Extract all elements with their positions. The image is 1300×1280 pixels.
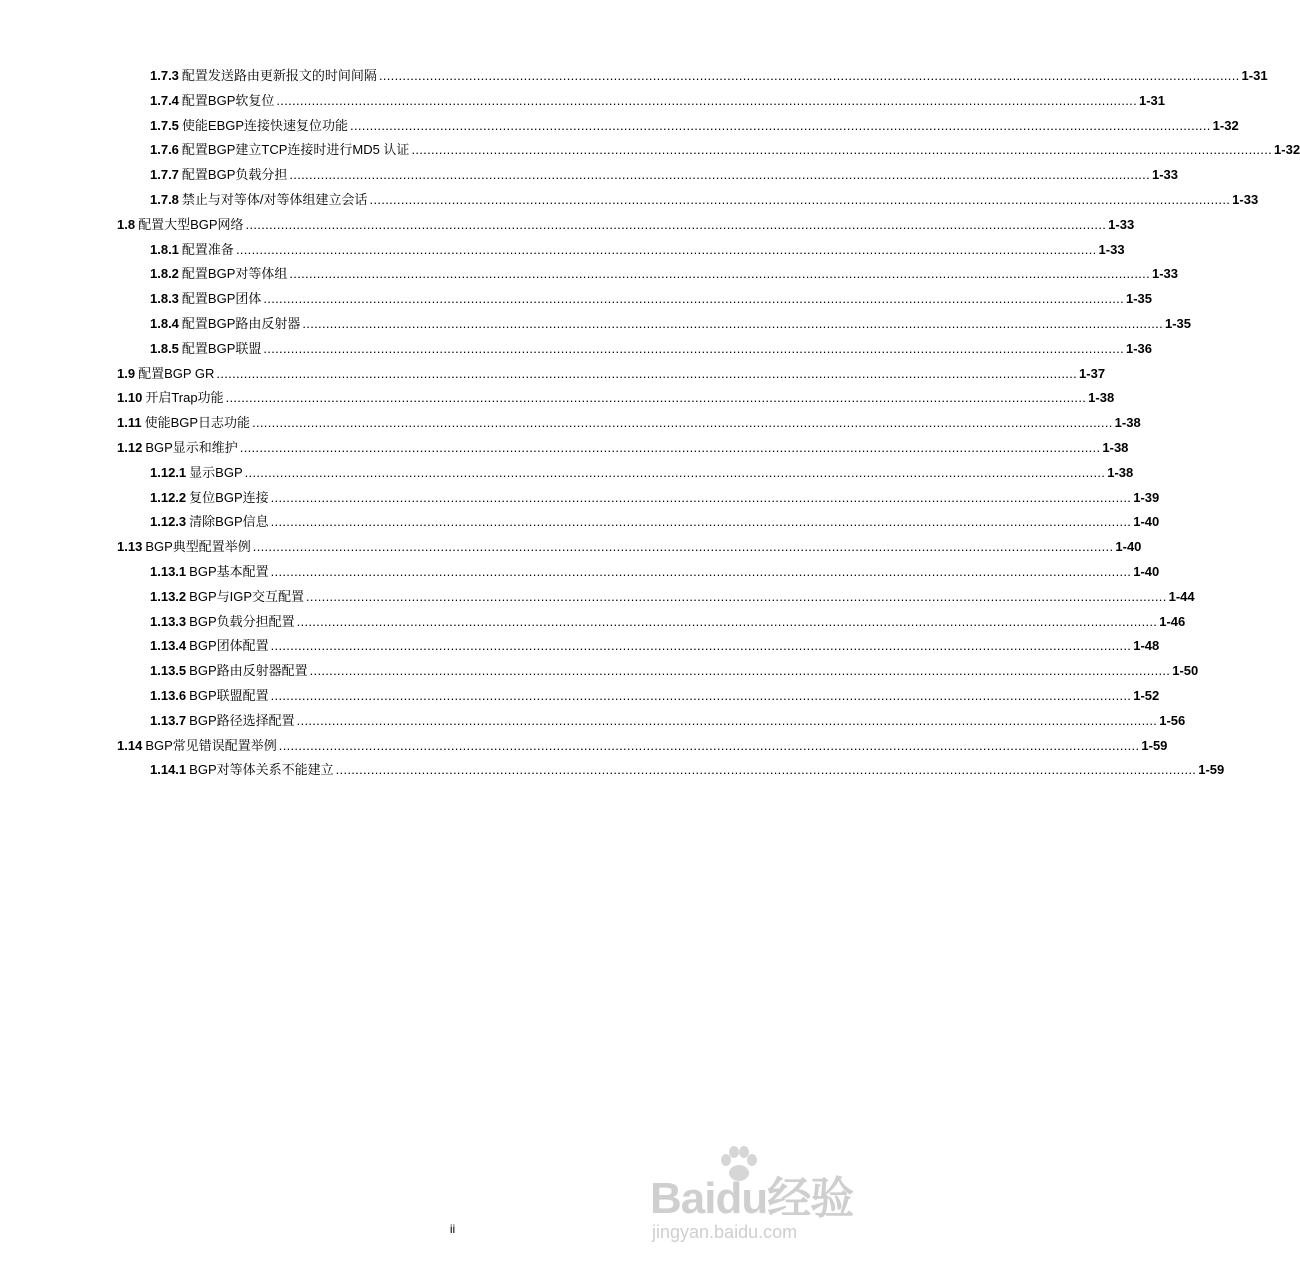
toc-entry-page: 1-32 xyxy=(1274,142,1300,158)
toc-entry-text: 配置BGP GR xyxy=(138,365,215,381)
toc-entry-page: 1-40 xyxy=(1133,514,1160,530)
toc-leader-dots: ............................................................................................................................................................................................................................ xyxy=(252,415,1113,431)
toc-entry-page: 1-48 xyxy=(1133,638,1160,654)
toc-entry-title xyxy=(150,660,308,679)
toc-entry-page: 1-50 xyxy=(1172,663,1199,679)
toc-entry-title xyxy=(117,412,250,431)
toc-entry-title xyxy=(150,710,295,729)
toc-entry-number: 1.10 xyxy=(117,390,143,406)
toc-leader-dots: ............................................................................................................................................................................................................................ xyxy=(245,216,1107,232)
toc-entry-title xyxy=(150,313,300,332)
toc-entry-title xyxy=(150,462,243,481)
toc-entry-text: 配置BGP对等体组 xyxy=(181,266,288,282)
toc-entry-title xyxy=(117,363,214,382)
toc-entry[interactable] xyxy=(117,387,1115,407)
toc-entry-text: BGP基本配置 xyxy=(189,564,269,579)
toc-entry-text: BGP路径选择配置 xyxy=(189,712,295,728)
toc-entry-number: 1.11 xyxy=(117,415,142,431)
toc-entry-text: 清除BGP信息 xyxy=(189,514,269,530)
toc-entry-number: 1.14.1 xyxy=(150,762,187,778)
toc-entry-title xyxy=(150,115,348,134)
toc-leader-dots: ............................................................................................................................................................................................................................ xyxy=(411,142,1273,158)
toc-leader-dots: ............................................................................................................................................................................................................................ xyxy=(306,588,1167,604)
toc-entry-page: 1-36 xyxy=(1126,340,1153,356)
toc-entry-title xyxy=(150,288,261,307)
toc-entry-page: 1-38 xyxy=(1088,390,1115,406)
toc-entry-title xyxy=(150,586,304,605)
toc-entry[interactable] xyxy=(150,263,1179,283)
toc-entry-title xyxy=(150,635,269,654)
toc-leader-dots: ............................................................................................................................................................................................................................ xyxy=(296,712,1158,728)
toc-entry-page: 1-38 xyxy=(1102,440,1129,455)
toc-leader-dots: ............................................................................................................................................................................................................................ xyxy=(225,390,1087,406)
toc-leader-dots: ............................................................................................................................................................................................................................ xyxy=(216,365,1078,381)
toc-entry-number: 1.8.4 xyxy=(150,316,179,331)
toc-leader-dots: ............................................................................................................................................................................................................................ xyxy=(378,68,1240,83)
toc-entry-page: 1-46 xyxy=(1159,613,1186,629)
toc-entry-title xyxy=(117,437,238,456)
toc-entry-page: 1-52 xyxy=(1133,688,1160,703)
toc-entry[interactable] xyxy=(117,412,1141,432)
toc-leader-dots: ............................................................................................................................................................................................................................ xyxy=(270,564,1132,579)
toc-entry-text: 配置BGP建立TCP连接时进行MD5 认证 xyxy=(181,142,410,158)
toc-entry[interactable] xyxy=(150,561,1160,581)
toc-entry-title xyxy=(150,65,377,84)
toc-entry-text: 复位BGP连接 xyxy=(189,489,269,505)
toc-leader-dots: ............................................................................................................................................................................................................................ xyxy=(235,241,1097,257)
toc-entry-page: 1-33 xyxy=(1152,167,1179,183)
toc-entry-text: 禁止与对等体/对等体组建立会话 xyxy=(181,192,368,207)
toc-entry-title xyxy=(117,536,251,555)
toc-entry[interactable] xyxy=(150,239,1125,259)
toc-entry-page: 1-35 xyxy=(1165,316,1192,331)
toc-entry[interactable] xyxy=(150,710,1186,730)
baidu-watermark xyxy=(640,1140,860,1250)
toc-entry-text: BGP负载分担配置 xyxy=(189,613,295,629)
toc-entry-number: 1.14 xyxy=(117,737,143,753)
toc-entry[interactable] xyxy=(150,511,1160,531)
toc-leader-dots: ............................................................................................................................................................................................................................ xyxy=(239,440,1101,455)
toc-entry-title xyxy=(150,511,269,530)
toc-leader-dots: ............................................................................................................................................................................................................................ xyxy=(296,613,1158,629)
toc-leader-dots: ............................................................................................................................................................................................................................ xyxy=(289,266,1150,282)
toc-entry-title xyxy=(117,387,224,406)
toc-leader-dots: ............................................................................................................................................................................................................................ xyxy=(369,192,1231,207)
toc-entry-page: 1-38 xyxy=(1107,464,1134,480)
toc-entry[interactable] xyxy=(150,586,1195,606)
toc-entry-number: 1.8 xyxy=(117,216,136,232)
toc-entry-title xyxy=(150,685,269,704)
toc-entry-text: 配置准备 xyxy=(181,241,234,257)
toc-entry-title xyxy=(150,263,287,282)
toc-entry-number: 1.13.1 xyxy=(150,564,187,579)
toc-entry-page: 1-37 xyxy=(1079,365,1106,381)
toc-entry-page: 1-39 xyxy=(1133,489,1160,505)
toc-entry-number: 1.13.7 xyxy=(150,712,187,728)
toc-leader-dots: ............................................................................................................................................................................................................................ xyxy=(302,316,1163,331)
toc-entry-text: 配置大型BGP网络 xyxy=(138,216,244,232)
toc-entry-page: 1-35 xyxy=(1126,291,1153,307)
toc-leader-dots: ............................................................................................................................................................................................................................ xyxy=(289,167,1150,183)
toc-entry-page: 1-33 xyxy=(1098,241,1125,257)
toc-entry[interactable] xyxy=(150,65,1268,85)
toc-entry-text: BGP常见错误配置举例 xyxy=(145,737,277,753)
toc-entry-text: 配置BGP软复位 xyxy=(181,92,275,108)
toc-entry-number: 1.9 xyxy=(117,365,136,381)
toc-leader-dots: ............................................................................................................................................................................................................................ xyxy=(252,539,1114,555)
toc-entry-number: 1.7.5 xyxy=(150,117,179,133)
toc-entry[interactable] xyxy=(150,164,1179,184)
toc-entry-title xyxy=(150,239,234,258)
toc-entry[interactable] xyxy=(150,759,1225,779)
watermark-logo: Baidu经验 xyxy=(650,1174,854,1223)
toc-entry[interactable] xyxy=(117,437,1129,457)
toc-leader-dots: ............................................................................................................................................................................................................................ xyxy=(276,92,1137,108)
toc-entry-text: 配置BGP路由反射器 xyxy=(181,316,301,331)
toc-entry-text: BGP显示和维护 xyxy=(145,440,238,455)
toc-entry-text: 配置BGP负载分担 xyxy=(181,167,288,183)
toc-entry-number: 1.13 xyxy=(117,539,143,555)
toc-entry-number: 1.12.3 xyxy=(150,514,187,530)
toc-entry-title xyxy=(150,611,295,630)
toc-entry-text: 开启Trap功能 xyxy=(145,390,224,406)
toc-entry-text: 配置BGP联盟 xyxy=(181,340,262,356)
toc-entry-title xyxy=(150,189,368,208)
toc-entry-number: 1.13.4 xyxy=(150,638,187,654)
toc-leader-dots: ............................................................................................................................................................................................................................ xyxy=(244,464,1106,480)
toc-entry-text: 使能EBGP连接快速复位功能 xyxy=(181,117,349,133)
toc-entry-page: 1-59 xyxy=(1141,737,1168,753)
toc-leader-dots: ............................................................................................................................................................................................................................ xyxy=(270,638,1132,654)
toc-entry-number: 1.13.5 xyxy=(150,663,187,679)
toc-entry-text: 使能BGP日志功能 xyxy=(144,415,251,431)
toc-entry-title xyxy=(150,487,269,506)
toc-entry[interactable] xyxy=(150,685,1160,705)
toc-entry[interactable] xyxy=(117,214,1135,234)
toc-entry-text: 配置BGP团体 xyxy=(181,291,262,307)
toc-entry[interactable] xyxy=(150,313,1192,333)
toc-entry-number: 1.8.1 xyxy=(150,241,179,257)
toc-entry-number: 1.7.3 xyxy=(150,68,179,83)
toc-entry-text: BGP联盟配置 xyxy=(189,688,269,703)
toc-entry-number: 1.7.6 xyxy=(150,142,179,158)
toc-entry[interactable] xyxy=(150,90,1166,110)
toc-entry-page: 1-40 xyxy=(1133,564,1160,579)
toc-entry[interactable] xyxy=(150,635,1160,655)
toc-entry-title xyxy=(150,561,269,580)
toc-entry-number: 1.13.3 xyxy=(150,613,187,629)
toc-entry-page: 1-32 xyxy=(1212,117,1239,133)
toc-entry-page: 1-56 xyxy=(1159,712,1186,728)
toc-entry-number: 1.12.2 xyxy=(150,489,187,505)
toc-entry[interactable] xyxy=(150,611,1186,631)
toc-leader-dots: ............................................................................................................................................................................................................................ xyxy=(263,340,1124,356)
toc-entry-number: 1.12 xyxy=(117,440,143,455)
toc-leader-dots: ............................................................................................................................................................................................................................ xyxy=(278,737,1140,753)
toc-leader-dots: ............................................................................................................................................................................................................................ xyxy=(335,762,1197,778)
toc-entry-title xyxy=(117,735,277,754)
toc-entry-text: BGP对等体关系不能建立 xyxy=(189,762,334,778)
toc-leader-dots: ............................................................................................................................................................................................................................ xyxy=(263,291,1124,307)
toc-entry-number: 1.7.8 xyxy=(150,192,179,207)
toc-entry[interactable] xyxy=(150,139,1300,159)
toc-entry-page: 1-31 xyxy=(1139,92,1166,108)
toc-entry[interactable] xyxy=(117,536,1142,556)
toc-entry-page: 1-33 xyxy=(1232,192,1259,207)
toc-entry-number: 1.13.2 xyxy=(150,588,187,604)
toc-entry-text: BGP路由反射器配置 xyxy=(189,663,308,679)
toc-entry-number: 1.7.7 xyxy=(150,167,179,183)
toc-entry-title xyxy=(117,214,244,233)
toc-leader-dots: ............................................................................................................................................................................................................................ xyxy=(270,688,1132,703)
toc-entry-number: 1.7.4 xyxy=(150,92,179,108)
toc-entry-page: 1-38 xyxy=(1114,415,1141,431)
toc-entry[interactable] xyxy=(150,115,1239,135)
toc-entry[interactable] xyxy=(150,462,1134,482)
toc-entry-title xyxy=(150,338,261,357)
toc-entry-number: 1.8.3 xyxy=(150,291,179,307)
toc-entry-page: 1-33 xyxy=(1108,216,1135,232)
toc-entry[interactable] xyxy=(117,363,1106,383)
toc-entry-text: BGP与IGP交互配置 xyxy=(189,588,305,604)
toc-entry-page: 1-40 xyxy=(1115,539,1142,555)
page-number: ii xyxy=(449,1222,456,1236)
toc-leader-dots: ............................................................................................................................................................................................................................ xyxy=(350,117,1211,133)
toc-entry[interactable] xyxy=(150,338,1153,358)
toc-entry[interactable] xyxy=(117,735,1168,755)
toc-entry-page: 1-31 xyxy=(1241,68,1268,83)
toc-entry-page: 1-33 xyxy=(1152,266,1179,282)
toc-entry-text: BGP典型配置举例 xyxy=(145,539,251,555)
toc-entry-title xyxy=(150,759,334,778)
toc-entry-text: BGP团体配置 xyxy=(189,638,269,654)
toc-entry-title xyxy=(150,164,287,183)
watermark-url: jingyan.baidu.com xyxy=(652,1222,798,1242)
toc-entry-number: 1.12.1 xyxy=(150,464,187,480)
toc-leader-dots: ............................................................................................................................................................................................................................ xyxy=(309,663,1171,679)
toc-leader-dots: ............................................................................................................................................................................................................................ xyxy=(270,489,1132,505)
toc-entry-number: 1.8.2 xyxy=(150,266,179,282)
toc-entry-page: 1-44 xyxy=(1168,588,1195,604)
toc-entry[interactable] xyxy=(150,189,1259,209)
toc-entry-page: 1-59 xyxy=(1198,762,1225,778)
toc-entry-title xyxy=(150,139,409,158)
toc-entry[interactable] xyxy=(150,660,1199,680)
toc-entry[interactable] xyxy=(150,487,1160,507)
toc-entry-text: 配置发送路由更新报文的时间间隔 xyxy=(181,68,377,83)
toc-entry-text: 显示BGP xyxy=(189,464,243,480)
toc-leader-dots: ............................................................................................................................................................................................................................ xyxy=(270,514,1132,530)
toc-entry-number: 1.8.5 xyxy=(150,340,179,356)
toc-entry[interactable] xyxy=(150,288,1153,308)
toc-entry-title xyxy=(150,90,274,109)
toc-entry-number: 1.13.6 xyxy=(150,688,187,703)
